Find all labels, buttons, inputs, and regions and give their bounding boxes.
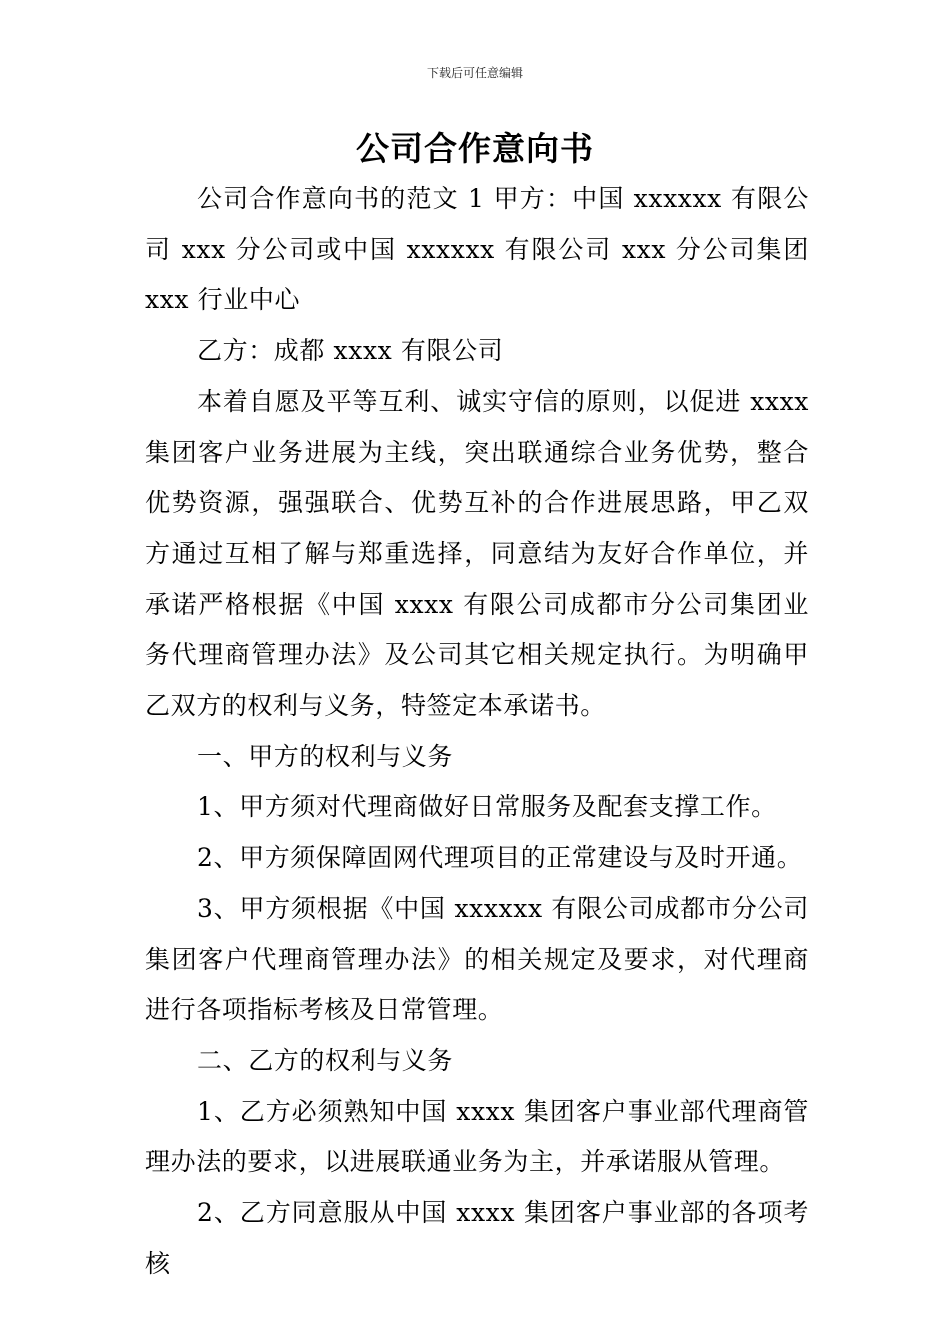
party-a-item-2: 2、甲方须保障固网代理项目的正常建设与及时开通。: [197, 843, 803, 873]
section-heading-party-b: 二、乙方的权利与义务: [197, 1045, 454, 1075]
party-b-item-2: 2、乙方同意服从中国 xxxx 集团客户事业部的各项考核: [145, 1198, 809, 1278]
header-note: 下载后可任意编辑: [426, 66, 523, 80]
party-b-item-1: 1、乙方必须熟知中国 xxxx 集团客户事业部代理商管理办法的要求，以进展联通业务为主，并承诺服从管理。: [145, 1096, 809, 1177]
document-body: [145, 174, 809, 1289]
paragraph-principles: 本着自愿及平等互利、诚实守信的原则，以促进 xxxx 集团客户业务进展为主线，突出联通综合业务优势，整合优势资源，强强联合、优势互补的合作进展思路，甲乙双方通过互相了解与郑重选择，同意结为友好合作单位，并承诺严格根据《中国 xxxx 有限公司成都市分公司集团业务代理商管理办法》及公司其它相关规定执行。为明确甲乙双方的权利与义务，特签定本承诺书。: [145, 386, 809, 721]
party-a-item-1: 1、甲方须对代理商做好日常服务及配套支撑工作。: [197, 792, 777, 822]
document-title: 公司合作意向书: [356, 129, 594, 168]
paragraph-parties-a: 公司合作意向书的范文 1 甲方：中国 xxxxxx 有限公司 xxx 分公司或中国 xxxxxx 有限公司 xxx 分公司集团 xxx 行业中心: [145, 184, 809, 315]
party-a-item-3: 3、甲方须根据《中国 xxxxxx 有限公司成都市分公司集团客户代理商管理办法》的相关规定及要求，对代理商进行各项指标考核及日常管理。: [145, 893, 809, 1025]
paragraph-party-b: 乙方：成都 xxxx 有限公司: [197, 336, 504, 366]
section-heading-party-a: 一、甲方的权利与义务: [197, 741, 454, 771]
